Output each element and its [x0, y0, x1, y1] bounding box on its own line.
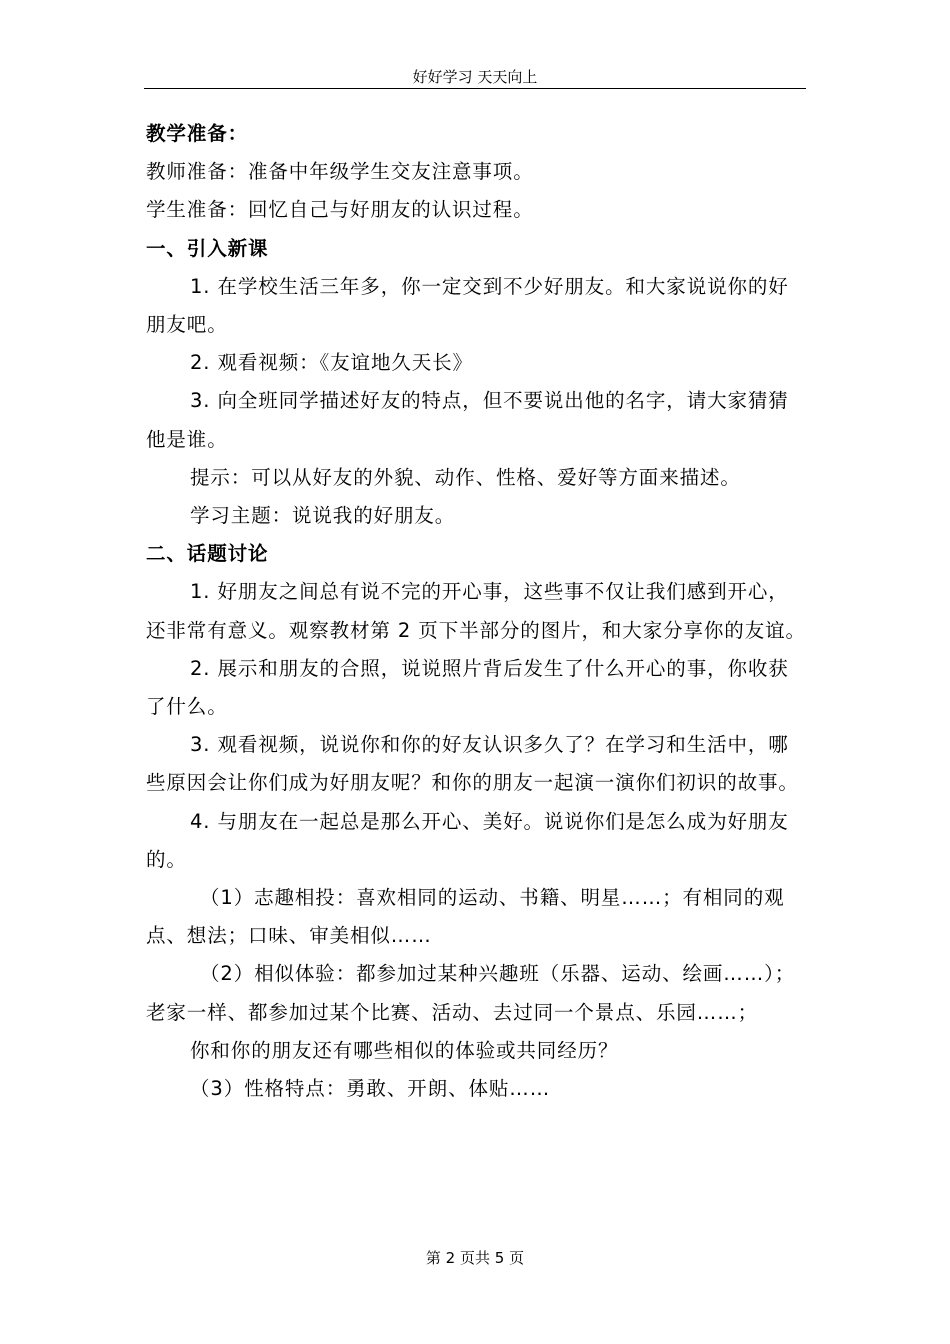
section-1-theme: 学习主题：说说我的好朋友。	[190, 504, 456, 528]
section-2-sub-1: （1）志趣相投：喜欢相同的运动、书籍、明星……；有相同的观点、想法；口味、审美相似……	[146, 886, 785, 948]
section-2-paragraph-1: 1. 好朋友之间总有说不完的开心事，这些事不仅让我们感到开心，还非常有意义。观察教材第 2 页下半部分的图片，和大家分享你的友谊。	[146, 580, 806, 642]
section-1-paragraph-2: 2. 观看视频：《友谊地久天长》	[190, 351, 473, 375]
teacher-prep: 教师准备：准备中年级学生交友注意事项。	[146, 160, 534, 184]
header-divider	[144, 88, 806, 89]
section-2-paragraph-2: 2. 展示和朋友的合照，说说照片背后发生了什么开心的事，你收获了什么。	[146, 656, 789, 719]
section-2-question: 你和你的朋友还有哪些相似的体验或共同经历？	[190, 1038, 619, 1062]
section-2-sub-3: （3）性格特点：勇敢、开朗、体贴……	[190, 1077, 551, 1101]
page-header: 好好学习 天天向上	[412, 68, 538, 86]
section-1-paragraph-1: 1. 在学校生活三年多，你一定交到不少好朋友。和大家说说你的好朋友吧。	[146, 274, 789, 337]
section-2-paragraph-4: 4. 与朋友在一起总是那么开心、美好。说说你们是怎么成为好朋友的。	[146, 809, 789, 871]
section-1-heading: 一、引入新课	[146, 236, 269, 260]
section-1-hint: 提示：可以从好友的外貌、动作、性格、爱好等方面来描述。	[190, 465, 741, 489]
section-2-heading: 二、话题讨论	[146, 542, 269, 566]
section-2-sub-2: （2）相似体验：都参加过某种兴趣班（乐器、运动、绘画……）；老家一样、都参加过某个比赛、活动、去过同一个景点、乐园……；	[146, 962, 796, 1024]
student-prep: 学生准备：回忆自己与好朋友的认识过程。	[146, 198, 534, 222]
page-footer: 第 2 页共 5 页	[425, 1249, 525, 1267]
document-body	[146, 115, 806, 1108]
section-2-paragraph-3: 3. 观看视频，说说你和你的好友认识多久了？在学习和生活中，哪些原因会让你们成为好朋友呢？和你的朋友一起演一演你们初识的故事。	[146, 733, 799, 795]
section-1-paragraph-3: 3. 向全班同学描述好友的特点，但不要说出他的名字，请大家猜猜他是谁。	[146, 389, 789, 451]
prep-heading: 教学准备：	[146, 122, 249, 145]
